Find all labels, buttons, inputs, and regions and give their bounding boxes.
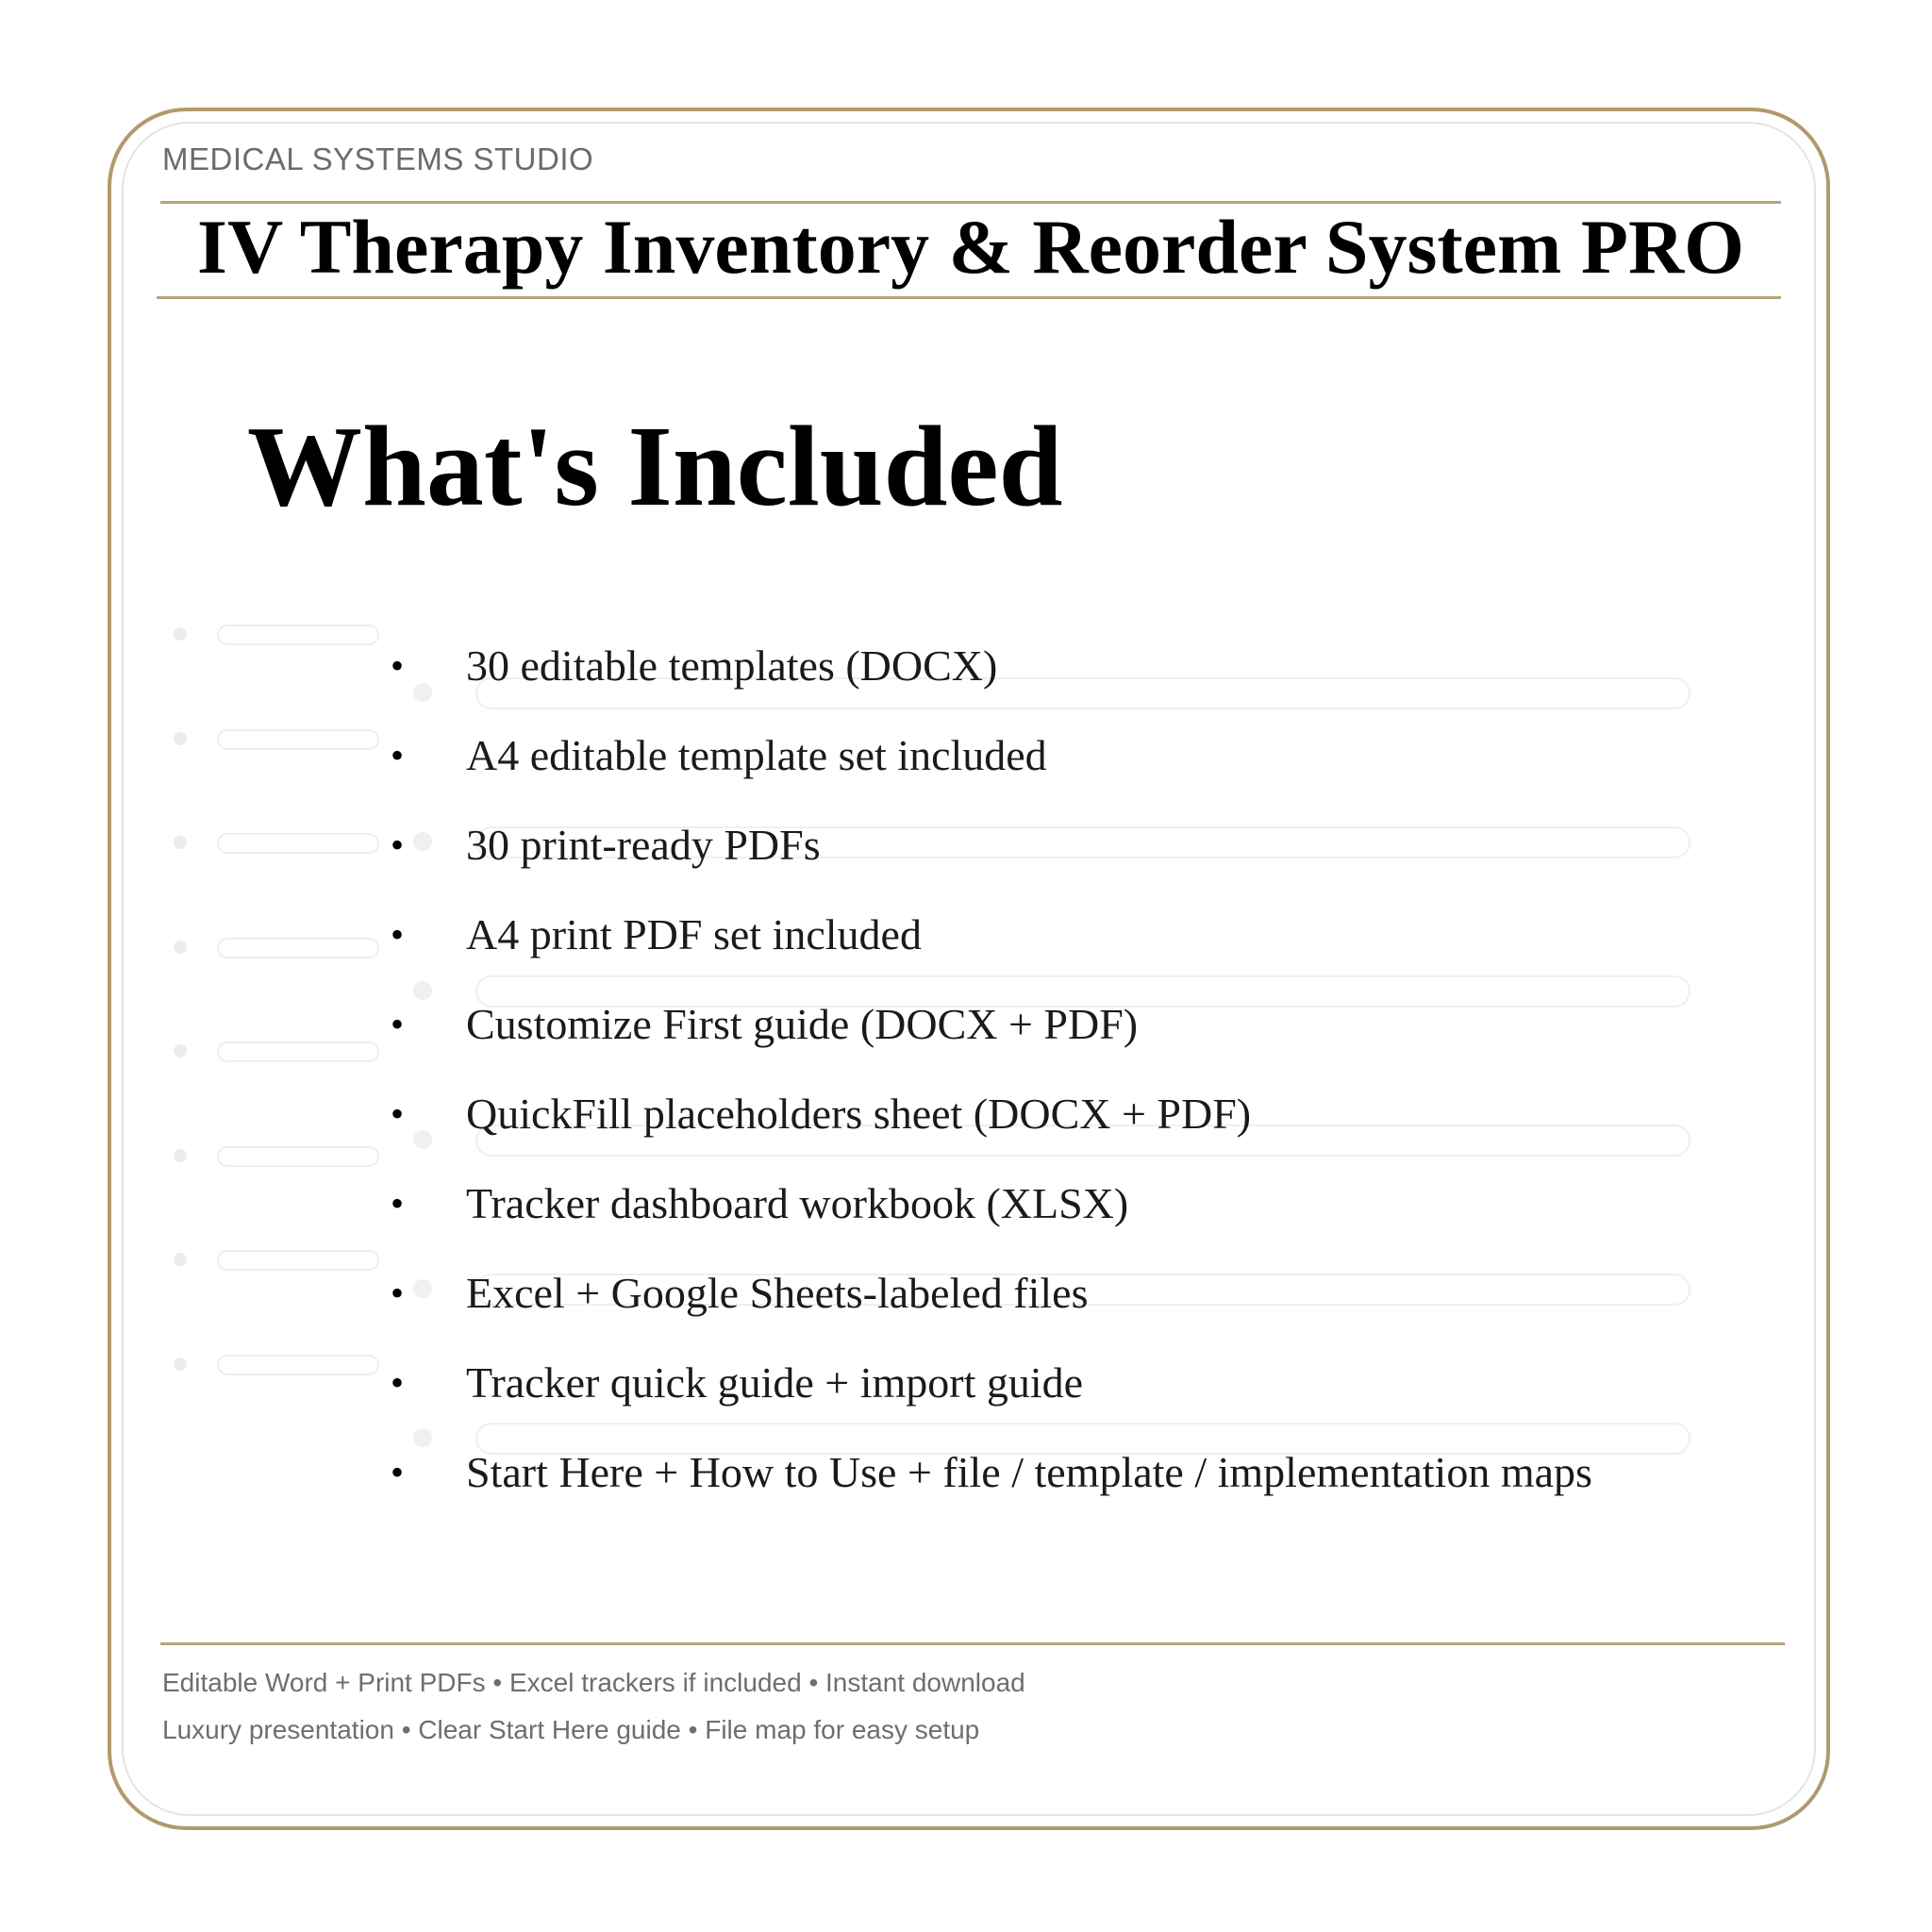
- ghost-dot: [174, 941, 187, 954]
- list-item: [377, 1338, 1592, 1427]
- ghost-pill: [217, 1041, 379, 1062]
- ghost-pill: [217, 625, 379, 645]
- ghost-dot: [174, 1357, 187, 1371]
- bullet-icon: •: [391, 1092, 405, 1135]
- list-item-text: Customize First guide (DOCX + PDF): [466, 1000, 1139, 1048]
- footer-presentation-line: Luxury presentation • Clear Start Here guide • File map for easy setup: [162, 1715, 980, 1744]
- list-item-text: A4 print PDF set included: [466, 910, 922, 958]
- list-item: [377, 1069, 1592, 1158]
- list-item-text: Start Here + How to Use + file / template / implementation maps: [466, 1448, 1592, 1496]
- list-item-text: A4 editable template set included: [466, 731, 1047, 779]
- header-divider-bottom: [157, 296, 1781, 299]
- footer-features-line: Editable Word + Print PDFs • Excel trackers if included • Instant download: [162, 1668, 1025, 1697]
- list-item-text: 30 print-ready PDFs: [466, 821, 821, 869]
- list-item: [377, 800, 1592, 890]
- list-item: [377, 621, 1592, 710]
- bullet-icon: •: [391, 734, 405, 776]
- list-item-text: 30 editable templates (DOCX): [466, 641, 998, 690]
- ghost-dot: [174, 1149, 187, 1162]
- ghost-pill: [217, 1250, 379, 1271]
- ghost-pill: [217, 729, 379, 750]
- studio-name: MEDICAL SYSTEMS STUDIO: [162, 142, 594, 176]
- bullet-icon: •: [391, 1272, 405, 1314]
- bullet-icon: •: [391, 1451, 405, 1493]
- ghost-dot: [174, 1253, 187, 1266]
- bullet-icon: •: [391, 1182, 405, 1224]
- section-heading: What's Included: [247, 403, 1063, 530]
- ghost-pill: [217, 1355, 379, 1375]
- list-item: [377, 710, 1592, 800]
- list-item: [377, 979, 1592, 1069]
- ghost-dot: [174, 836, 187, 849]
- list-item: [377, 890, 1592, 979]
- bullet-icon: •: [391, 913, 405, 956]
- list-item-text: Tracker dashboard workbook (XLSX): [466, 1179, 1129, 1227]
- list-item-text: QuickFill placeholders sheet (DOCX + PDF): [466, 1090, 1252, 1138]
- footer-divider: [160, 1642, 1785, 1645]
- ghost-dot: [174, 627, 187, 641]
- bullet-icon: •: [391, 1003, 405, 1045]
- ghost-dot: [174, 1044, 187, 1058]
- bullet-icon: •: [391, 824, 405, 866]
- bullet-icon: •: [391, 1361, 405, 1404]
- list-item-text: Excel + Google Sheets-labeled files: [466, 1269, 1089, 1317]
- list-item: [377, 1248, 1592, 1338]
- product-title: IV Therapy Inventory & Reorder System PRO: [197, 204, 1744, 290]
- ghost-pill: [217, 938, 379, 958]
- ghost-pill: [217, 1146, 379, 1167]
- ghost-pill: [217, 833, 379, 854]
- list-item: [377, 1427, 1592, 1517]
- list-item-text: Tracker quick guide + import guide: [466, 1358, 1084, 1407]
- bullet-icon: •: [391, 644, 405, 687]
- list-item: [377, 1158, 1592, 1248]
- included-items-list: [377, 621, 1592, 1517]
- ghost-dot: [174, 732, 187, 745]
